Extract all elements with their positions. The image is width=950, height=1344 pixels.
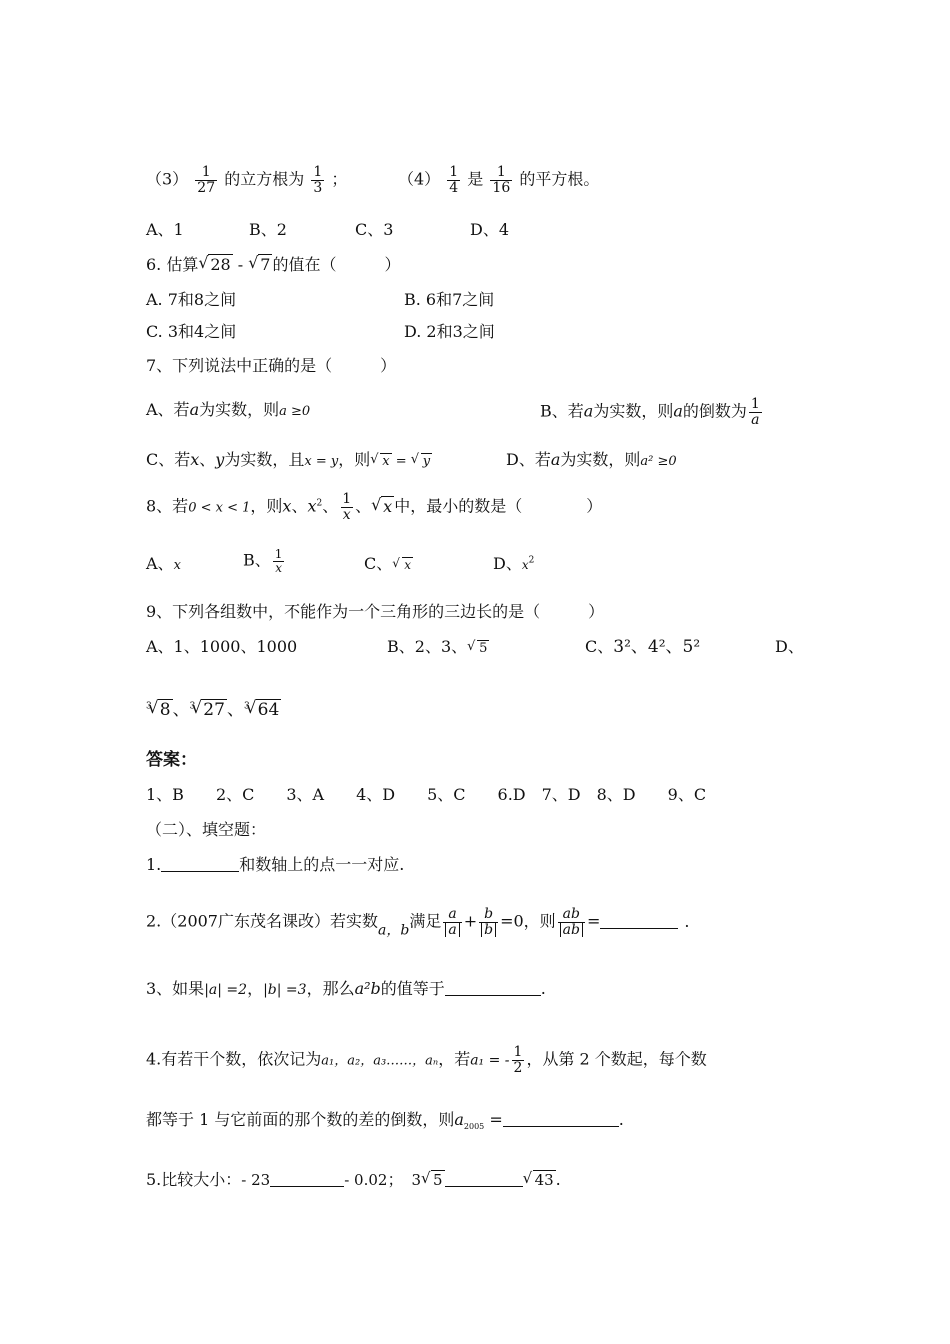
sqrt: √ x xyxy=(370,455,391,468)
fraction: $\frac{1}{4}$ xyxy=(449,164,459,196)
sqrt: √ 28 xyxy=(198,257,232,273)
fraction: $\frac{a}{a}$ xyxy=(443,907,461,937)
answer-blank[interactable] xyxy=(503,1112,619,1127)
fraction: $\frac{1}{2}$ xyxy=(513,1044,523,1076)
answer-blank[interactable] xyxy=(270,1172,344,1187)
sqrt: √ x xyxy=(392,559,413,571)
q6-option-a: A. 7和8之间 xyxy=(146,290,237,309)
q8-option-d: D、$x^2$ xyxy=(493,554,535,573)
q9-option-b: B、2、3、√ 5 xyxy=(387,639,489,655)
q9-option-a: A、1、1000、1000 xyxy=(146,637,298,656)
fraction: $\frac{1}{a}$ xyxy=(750,396,760,428)
fill-section-title: （二）、填空题： xyxy=(146,820,267,839)
fraction: $\frac{1}{x}$ xyxy=(342,491,352,523)
q5-option-d: D、4 xyxy=(470,220,510,239)
q9-option-d-label: D、 xyxy=(775,637,804,656)
cube-root: √ 64 xyxy=(246,702,282,719)
sqrt: √ 43 xyxy=(523,1173,556,1188)
fill-q2: 2.（2007广东茂名课改）若实数a，b满足 $\frac{a}{a}$ + $\frac{b}{b}$ =0，则 $\frac{ab}{ab}$ = . xyxy=(146,906,690,939)
sqrt: √ y xyxy=(411,455,432,468)
q7-option-a: A、若a为实数，则a ≥0 xyxy=(146,400,311,419)
sqrt: √ 5 xyxy=(421,1173,445,1188)
answer-blank[interactable] xyxy=(600,914,678,929)
q8-stem: 8、若0 < x < 1，则x、$x^2$、 $\frac{1}{x}$ 、√ x 中，最小的数是（ ） xyxy=(146,492,602,522)
q6-stem: 6. 估算√ 28 - √ 7 的值在（ ） xyxy=(146,257,401,273)
item-label: （3） xyxy=(146,169,189,189)
fraction: $\frac{b}{b}$ xyxy=(479,907,498,937)
answers-list: 1、B 2、C 3、A 4、D 5、C 6.D 7、D 8、D 9、C xyxy=(146,785,707,804)
fraction: $\frac{1}{x}$ xyxy=(274,547,283,575)
fill-q5: 5.比较大小：- 23 - 0.02； 3√ 5√ 43 . xyxy=(146,1172,561,1188)
fill-q1: 1. 和数轴上的点一一对应. xyxy=(146,855,405,874)
q8-option-a: A、x xyxy=(146,554,181,573)
q7-option-d: D、若a为实数，则a² ≥0 xyxy=(506,450,677,469)
answer-blank[interactable] xyxy=(445,981,541,996)
q6-option-c: C. 3和4之间 xyxy=(146,322,237,341)
item-label: （4） xyxy=(398,169,441,189)
q7-option-b: B、若a为实数，则a的倒数为 $\frac{1}{a}$ xyxy=(540,396,760,428)
answer-blank[interactable] xyxy=(445,1172,523,1187)
answer-blank[interactable] xyxy=(161,857,239,872)
q7-stem: 7、下列说法中正确的是（ ） xyxy=(146,356,397,375)
q8-option-c: C、√ x xyxy=(364,556,413,572)
q6-option-d: D. 2和3之间 xyxy=(404,322,495,341)
q9-option-d-expr: $^3$√ 8 、$^3$√ 27 、$^3$√ 64 xyxy=(146,702,281,719)
q5-option-c: C、3 xyxy=(355,220,394,239)
fill-q3: 3、如果|a| =2，|b| =3，那么a²b的值等于 . xyxy=(146,979,546,998)
fraction: $\frac{1}{16}$ xyxy=(492,164,511,196)
q6-option-b: B. 6和7之间 xyxy=(404,290,495,309)
sqrt: √ 7 xyxy=(248,257,272,273)
cube-root: √ 8 xyxy=(148,702,173,719)
q5-item4-line: （4） $\frac{1}{4}$ 是 $\frac{1}{16}$ 的平方根。 xyxy=(398,164,600,196)
q5-item3-line: （3） $\frac{1}{27}$ 的立方根为 $\frac{1}{3}$ ； xyxy=(146,164,348,196)
fraction: $\frac{ab}{ab}$ xyxy=(558,907,585,937)
sqrt: √ 5 xyxy=(467,642,489,655)
fraction: $\frac{1}{27}$ xyxy=(197,164,216,196)
q7-option-c: C、若x、y为实数，且x = y，则√ x = √ y xyxy=(146,452,432,468)
answers-heading: 答案： xyxy=(146,750,197,770)
q8-option-b: B、 $\frac{1}{x}$ xyxy=(243,547,283,575)
q5-option-a: A、1 xyxy=(146,220,184,239)
q9-stem: 9、下列各组数中，不能作为一个三角形的三边长的是（ ） xyxy=(146,602,605,621)
fill-q4-line2: 都等于 1 与它前面的那个数的差的倒数，则$a_{2005}$ = . xyxy=(146,1110,624,1132)
cube-root: √ 27 xyxy=(191,702,227,719)
q9-option-c: C、3²、4²、5² xyxy=(585,637,701,657)
fill-q4-line1: 4.有若干个数，依次记为a₁，a₂，a₃……，aₙ，若a₁ = - $\frac{1}{2}$ ，从第 2 个数起，每个数 xyxy=(146,1044,707,1076)
fraction: $\frac{1}{3}$ xyxy=(313,164,323,196)
sqrt: √ x xyxy=(371,499,394,515)
q5-option-b: B、2 xyxy=(249,220,287,239)
